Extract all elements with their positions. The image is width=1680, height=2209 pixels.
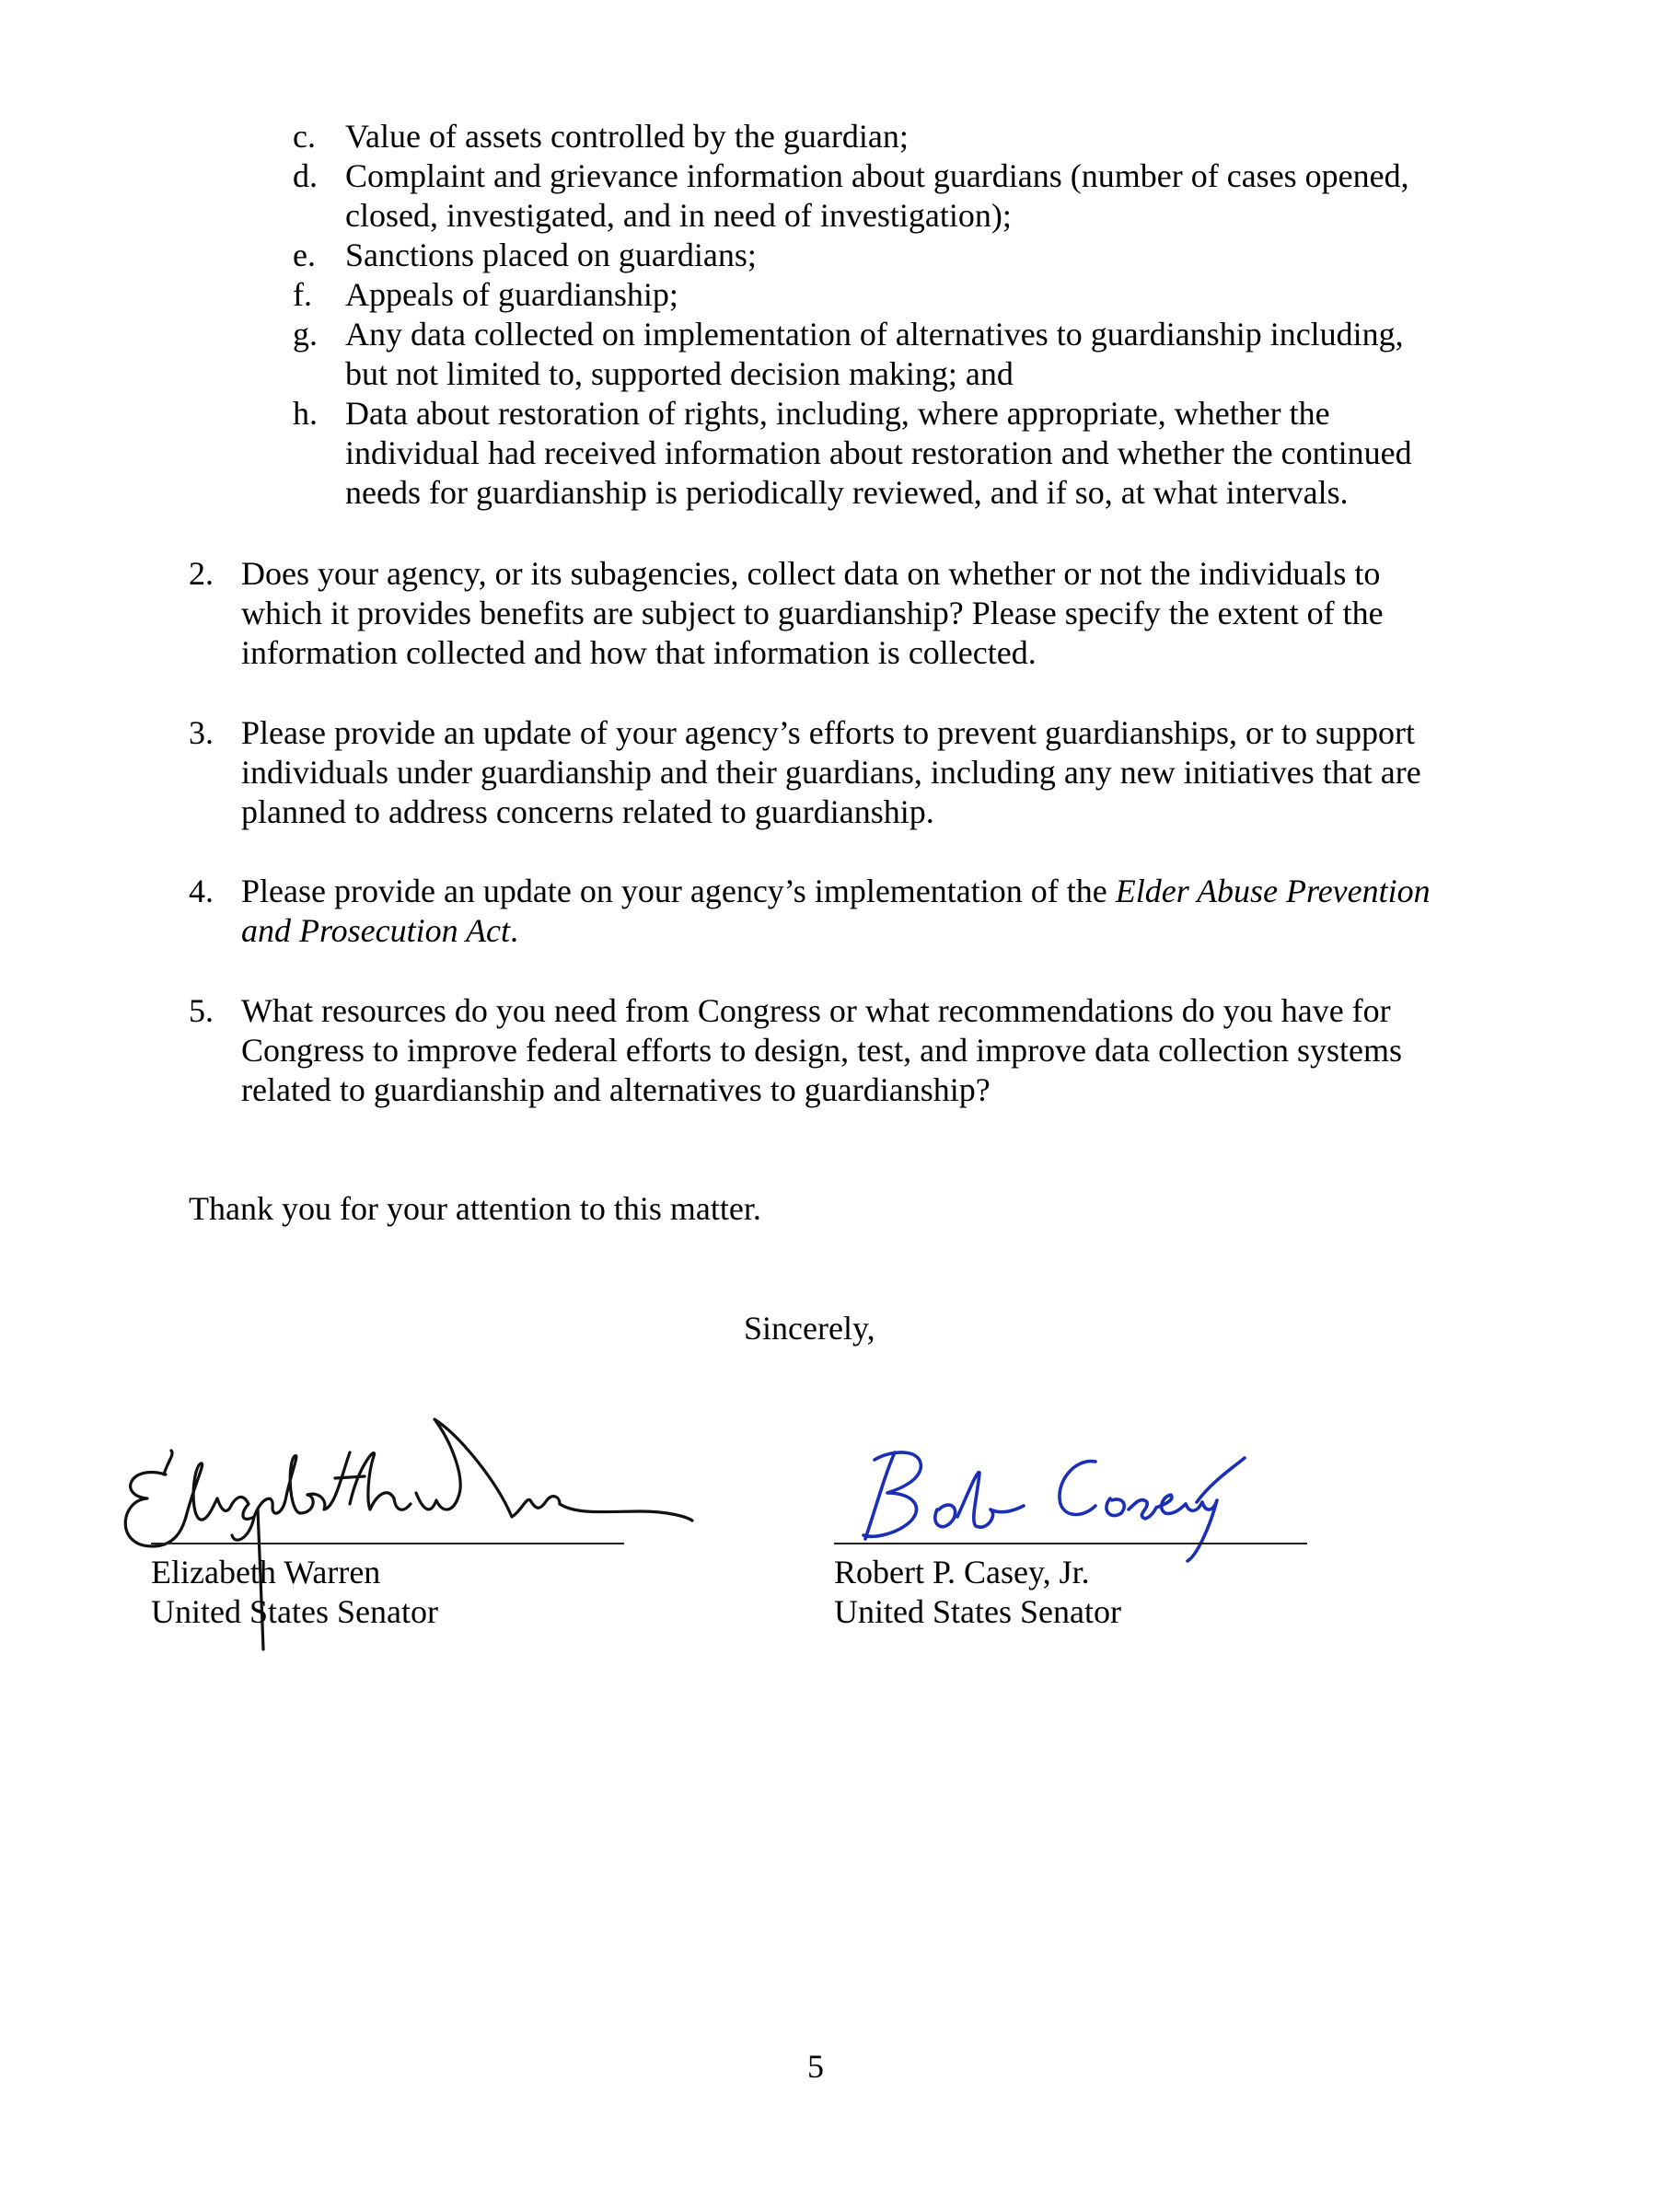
item-text: Please provide an update of your agency’s efforts to prevent guardianships, or to support	[241, 714, 1416, 751]
item-text: related to guardianship and alternatives to guardianship?	[241, 1071, 991, 1108]
item-marker: 2.	[189, 555, 214, 592]
item-text: information collected and how that information is collected.	[241, 634, 1037, 671]
item-text-regular: Please provide an update on your agency’s implementation of the	[241, 873, 1116, 909]
item-marker: 5.	[189, 992, 214, 1029]
subitem-text: Data about restoration of rights, including, where appropriate, whether the	[345, 395, 1330, 432]
item-text: What resources do you need from Congress or what recommendations do you have for	[241, 992, 1391, 1029]
subitem-marker: h.	[293, 395, 318, 432]
item-text-regular: .	[509, 912, 518, 949]
subitem-text: Appeals of guardianship;	[345, 276, 678, 313]
signatory-name: Robert P. Casey, Jr.	[834, 1554, 1090, 1590]
subitem-marker: e.	[293, 237, 316, 273]
subitem-text: closed, investigated, and in need of investigation);	[345, 197, 1012, 234]
item-text: Congress to improve federal efforts to design, test, and improve data collection systems	[241, 1032, 1403, 1069]
signatory-name: Elizabeth Warren	[151, 1554, 381, 1590]
subitem-marker: g.	[293, 316, 318, 353]
item-text	[241, 910, 518, 951]
subitem-text: Any data collected on implementation of alternatives to guardianship including,	[345, 316, 1404, 353]
signatory-title: United States Senator	[834, 1593, 1121, 1630]
item-text: Does your agency, or its subagencies, collect data on whether or not the individuals to	[241, 555, 1381, 592]
subitem-text: Value of assets controlled by the guardian;	[345, 118, 909, 155]
subitem-text: Sanctions placed on guardians;	[345, 237, 757, 273]
act-title: Elder Abuse Prevention	[1115, 873, 1431, 909]
subitem-text: individual had received information about restoration and whether the continued	[345, 434, 1412, 471]
closing-thanks: Thank you for your attention to this matter.	[189, 1190, 761, 1227]
subitem-text: but not limited to, supported decision making; and	[345, 355, 1014, 392]
item-marker: 3.	[189, 714, 214, 751]
item-text: individuals under guardianship and their guardians, including any new initiatives that are	[241, 754, 1421, 791]
item-marker: 4.	[189, 873, 214, 909]
subitem-marker: d.	[293, 157, 318, 194]
signatory-title: United States Senator	[151, 1593, 438, 1630]
signature-line	[834, 1543, 1307, 1544]
signature-line	[151, 1543, 624, 1544]
closing-sincerely: Sincerely,	[744, 1310, 875, 1347]
item-text	[241, 871, 1431, 911]
act-title: and Prosecution Act	[241, 912, 510, 949]
subitem-marker: c.	[293, 118, 316, 155]
subitem-marker: f.	[293, 276, 312, 313]
page-number: 5	[807, 2048, 824, 2085]
item-text: which it provides benefits are subject to guardianship? Please specify the extent of the	[241, 595, 1384, 631]
item-text: planned to address concerns related to guardianship.	[241, 793, 934, 830]
subitem-text: Complaint and grievance information about guardians (number of cases opened,	[345, 157, 1409, 194]
subitem-text: needs for guardianship is periodically reviewed, and if so, at what intervals.	[345, 474, 1349, 511]
